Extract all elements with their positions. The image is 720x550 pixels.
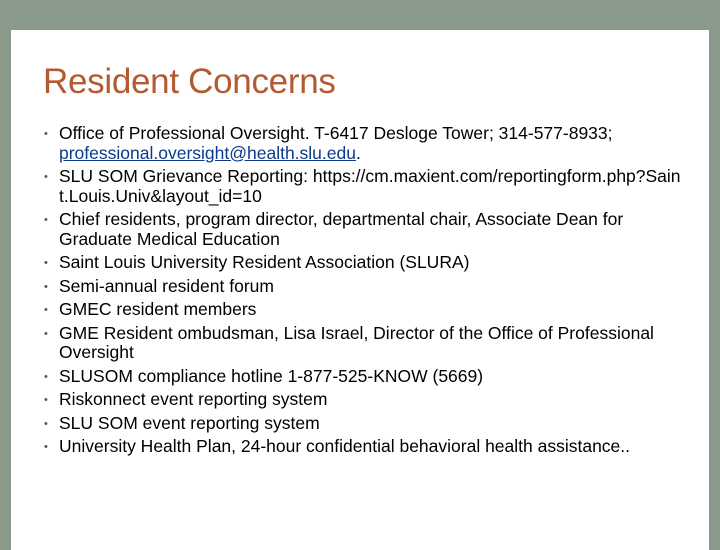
list-item-chiefs: [44, 209, 689, 249]
event-reporting-text: SLU SOM event reporting system: [59, 412, 320, 433]
ombudsman-text: GME Resident ombudsman, Lisa Israel, Director of the Office of Professional Oversight: [59, 322, 654, 362]
bullet-icon: •: [44, 214, 48, 226]
list-item-health-plan: [44, 436, 689, 457]
forum-text: Semi-annual resident forum: [59, 275, 274, 296]
bullet-icon: •: [44, 171, 48, 183]
slide-title: Resident Concerns: [43, 62, 336, 101]
chiefs-text: Chief residents, program director, departmental chair, Associate Dean for Graduate Medical Education: [59, 209, 624, 249]
bullet-icon: •: [44, 257, 48, 269]
list-item-slura: [44, 252, 689, 273]
list-item-oversight: [44, 123, 689, 163]
bullet-icon: •: [44, 327, 48, 340]
list-item-gmec: [44, 299, 689, 320]
gmec-text: GMEC resident members: [59, 299, 257, 319]
bullet-icon: •: [44, 370, 48, 383]
grievance-url: https://cm.maxient.com/reportingform.php?Saint.Louis.Univ&layout_id=10: [59, 166, 681, 206]
list-item-riskonnect: [44, 389, 689, 410]
bullet-icon: •: [44, 280, 48, 293]
bullet-icon: •: [44, 394, 48, 406]
grievance-label: SLU SOM Grievance Reporting:: [59, 166, 308, 186]
oversight-text: Office of Professional Oversight. T-6417 Desloge Tower; 314-577-8933;: [59, 123, 613, 143]
riskonnect-text: Riskonnect event reporting system: [59, 389, 328, 409]
list-item-grievance: [44, 166, 689, 206]
list-item-forum: [44, 275, 689, 297]
bullet-icon: •: [44, 304, 48, 316]
list-item-hotline: [44, 365, 689, 387]
slura-text: Saint Louis University Resident Association (SLURA): [59, 252, 470, 272]
hotline-text: SLUSOM compliance hotline 1-877-525-KNOW (5669): [59, 365, 484, 386]
list-item-ombudsman: [44, 322, 689, 363]
oversight-suffix: .: [355, 142, 361, 163]
list-item-event-reporting: [44, 412, 689, 434]
oversight-email-link[interactable]: professional.oversight@health.slu.edu: [59, 142, 356, 163]
bullet-icon: •: [44, 417, 48, 430]
bullet-icon: •: [44, 128, 48, 140]
bullet-icon: •: [44, 441, 48, 453]
concerns-list: [44, 123, 689, 461]
health-plan-text: University Health Plan, 24-hour confidential behavioral health assistance..: [59, 436, 631, 456]
